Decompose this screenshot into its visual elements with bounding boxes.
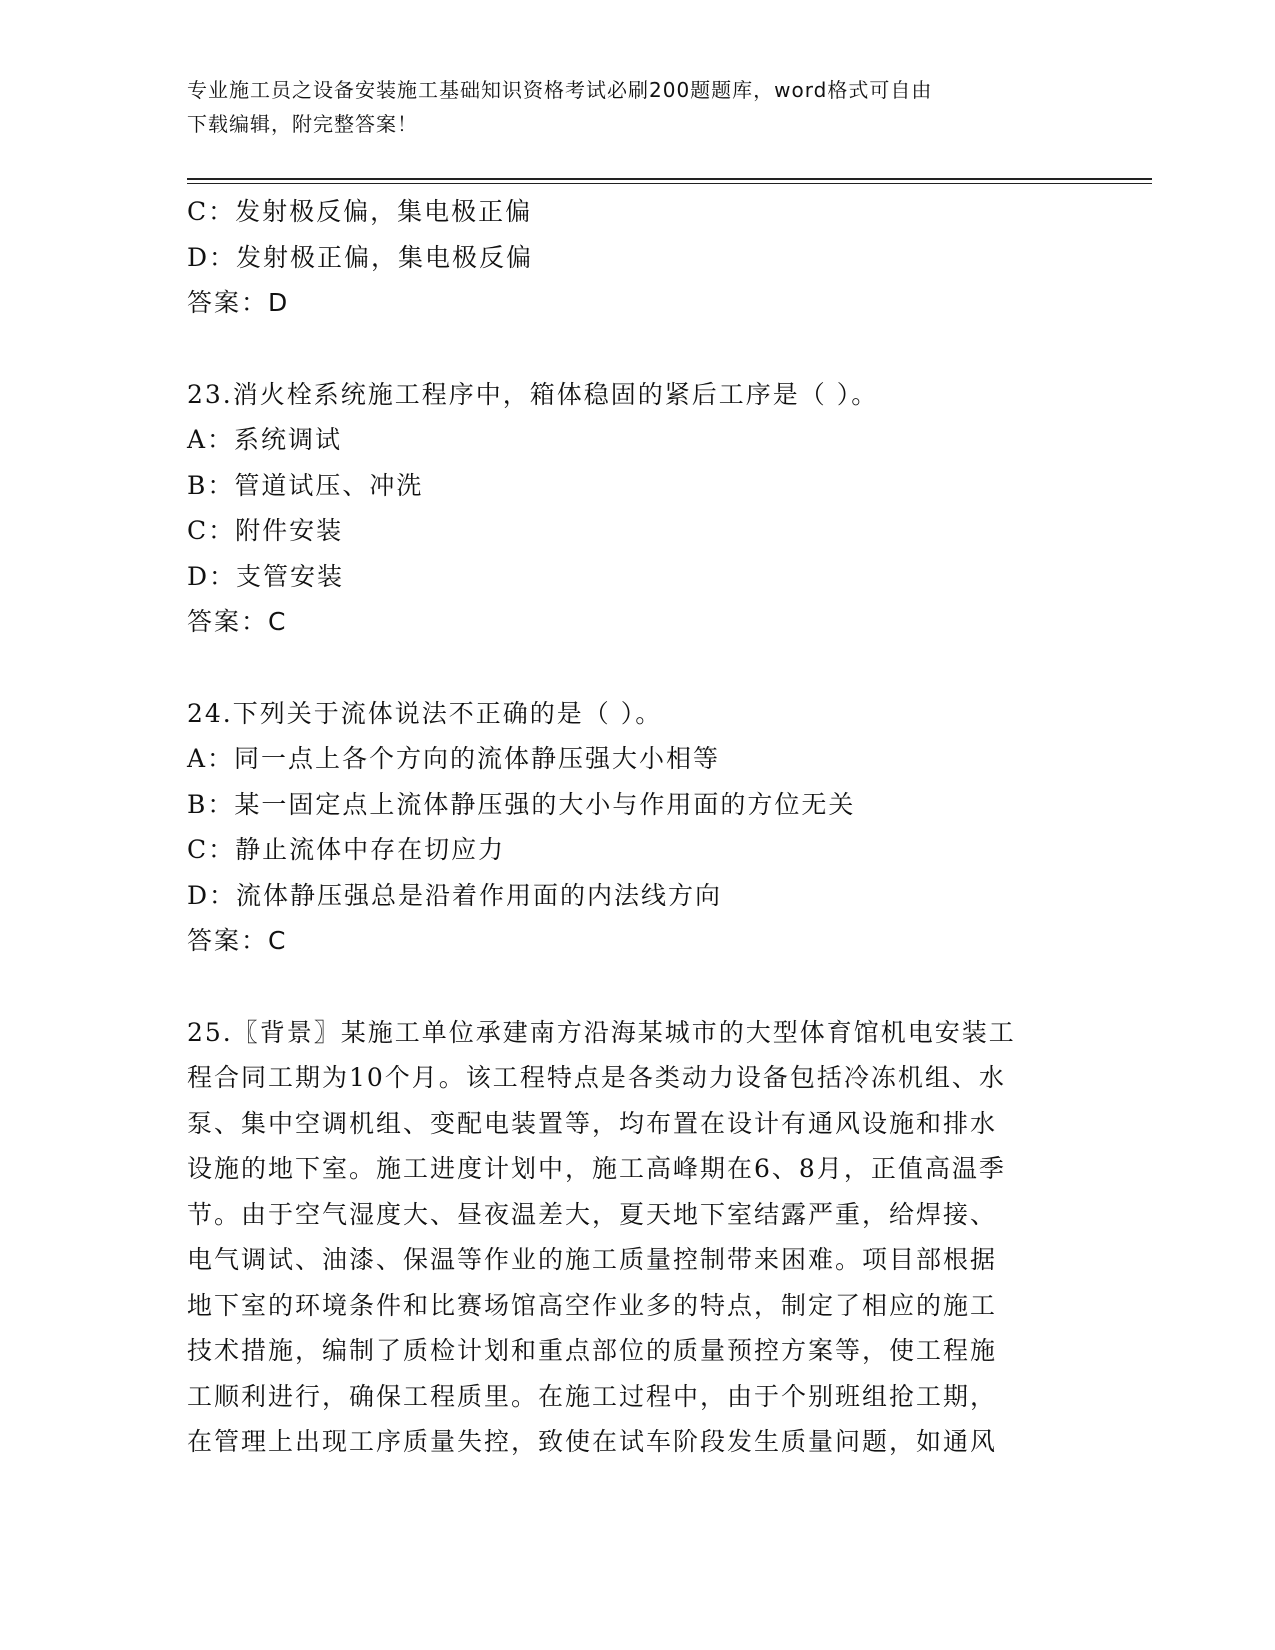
spacer: [187, 645, 1087, 691]
header-line-2: 下载编辑，附完整答案！: [187, 112, 418, 136]
answer-line: 答案：D: [187, 288, 290, 317]
option-c: C：静止流体中存在切应力: [187, 835, 506, 864]
option-d: D：发射极正偏，集电极反偏: [187, 242, 534, 272]
paragraph-line: 程合同工期为10个月。该工程特点是各类动力设备包括冷冻机组、水: [187, 1063, 1006, 1092]
option-a: A：系统调试: [187, 425, 343, 454]
paragraph-line: 在管理上出现工序质量失控，致使在试车阶段发生质量问题，如通风: [187, 1427, 998, 1456]
question-stem: 24.下列关于流体说法不正确的是（ ）。: [187, 698, 663, 728]
paragraph-line: 电气调试、油漆、保温等作业的施工质量控制带来困难。项目部根据: [187, 1245, 998, 1274]
option-c: C：附件安装: [187, 516, 344, 545]
option-b: B：管道试压、冲洗: [187, 470, 424, 500]
paragraph-line: 地下室的环境条件和比赛场馆高空作业多的特点，制定了相应的施工: [187, 1290, 998, 1320]
spacer: [187, 964, 1087, 1010]
header-rule-thick: [187, 178, 1152, 180]
question-block-25: [187, 1010, 1057, 1465]
paragraph-line: 设施的地下室。施工进度计划中，施工高峰期在6、8月，正值高温季: [187, 1154, 1006, 1183]
option-a: A：同一点上各个方向的流体静压强大小相等: [187, 744, 721, 773]
document-header: [187, 73, 1067, 141]
option-d: D：流体静压强总是沿着作用面的内法线方向: [187, 880, 723, 910]
paragraph-line: 技术措施，编制了质检计划和重点部位的质量预控方案等，使工程施: [187, 1336, 998, 1365]
question-stem: 23.消火栓系统施工程序中，箱体稳固的紧后工序是（ ）。: [187, 379, 879, 409]
option-d: D：支管安装: [187, 561, 345, 591]
option-c: C：发射极反偏，集电极正偏: [187, 197, 533, 226]
paragraph-line: 工顺利进行，确保工程质里。在施工过程中，由于个别班组抢工期，: [187, 1381, 998, 1411]
paragraph-line: 节。由于空气湿度大、昼夜温差大，夏天地下室结露严重，给焊接、: [187, 1199, 998, 1229]
paragraph-line: 25.〖背景〗某施工单位承建南方沿海某城市的大型体育馆机电安装工: [187, 1017, 1016, 1047]
option-b: B：某一固定点上流体静压强的大小与作用面的方位无关: [187, 789, 856, 819]
header-rule-thin: [187, 183, 1152, 184]
answer-line: 答案：C: [187, 607, 288, 636]
question-block-23: [187, 372, 1087, 645]
header-line-1: 专业施工员之设备安装施工基础知识资格考试必刷200题题库，word格式可自由: [187, 78, 933, 102]
answer-line: 答案：C: [187, 926, 288, 955]
question-block-24: [187, 691, 1087, 964]
document-body: [187, 189, 1087, 1465]
paragraph-line: 泵、集中空调机组、变配电装置等，均布置在设计有通风设施和排水: [187, 1108, 998, 1138]
spacer: [187, 326, 1087, 372]
question-block-previous: [187, 189, 1087, 326]
